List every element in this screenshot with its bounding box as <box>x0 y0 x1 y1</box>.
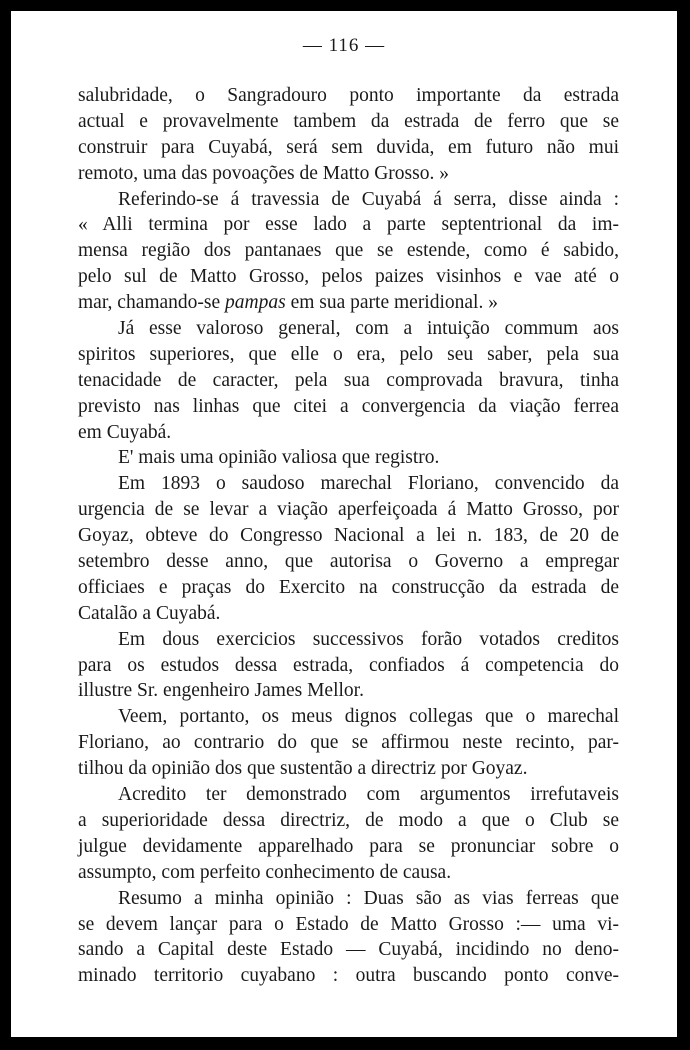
document-page <box>11 11 677 1037</box>
text-line: previsto nas linhas que citei a convergencia da viação ferrea <box>78 395 619 417</box>
text-line: em Cuyabá. <box>78 421 172 443</box>
text-line: Goyaz, obteve do Congresso Nacional a lei n. 183, de 20 de <box>78 525 619 547</box>
text-line: Já esse valoroso general, com a intuição commum aos <box>118 318 619 340</box>
text-line: Em 1893 o saudoso marechal Floriano, convencido da <box>118 473 619 495</box>
text-line: para os estudos dessa estrada, confiados á competencia do <box>78 654 619 676</box>
body-text <box>78 83 619 989</box>
text-line: tenacidade de caracter, pela sua comprovada bravura, tinha <box>78 369 619 391</box>
text-line: Floriano, ao contrario do que se affirmou neste recinto, par- <box>78 732 619 754</box>
text-line: E' mais uma opinião valiosa que registro. <box>118 447 440 469</box>
text-line: illustre Sr. engenheiro James Mellor. <box>78 680 364 702</box>
text-line: Referindo-se á travessia de Cuyabá á serra, disse ainda : <box>118 188 619 210</box>
italic-word: pampas <box>225 292 286 314</box>
text-line: mar, chamando-se pampas em sua parte meridional. » <box>78 292 498 314</box>
text-line: Resumo a minha opinião : Duas são as vias ferreas que <box>118 887 619 909</box>
text-line: « Alli termina por esse lado a parte septentrional da im- <box>78 214 619 236</box>
text-line: setembro desse anno, que autorisa o Governo a empregar <box>78 551 619 573</box>
text-line: a superioridade dessa directriz, de modo a que o Club se <box>78 809 619 831</box>
text-line: actual e provavelmente tambem da estrada de ferro que se <box>78 110 619 132</box>
text-line: tilhou da opinião dos que sustentão a directriz por Goyaz. <box>78 758 528 780</box>
text-line: Em dous exercicios successivos forão votados creditos <box>118 628 619 650</box>
text-line: se devem lançar para o Estado de Matto Grosso :— uma vi- <box>78 913 619 935</box>
text-line: pelo sul de Matto Grosso, pelos paizes visinhos e vae até o <box>78 266 619 288</box>
text-line: julgue devidamente apparelhado para se pronunciar sobre o <box>78 835 619 857</box>
text-line: Catalão a Cuyabá. <box>78 602 221 624</box>
text-line: mensa região dos pantanaes que se estende, como é sabido, <box>78 240 619 262</box>
text-line: officiaes e praças do Exercito na construcção da estrada de <box>78 576 619 598</box>
text-line: sando a Capital deste Estado — Cuyabá, incidindo no deno- <box>78 939 619 961</box>
text-line: construir para Cuyabá, será sem duvida, em futuro não mui <box>78 136 619 158</box>
text-line: minado territorio cuyabano : outra buscando ponto conve- <box>78 965 619 987</box>
text-line: assumpto, com perfeito conhecimento de causa. <box>78 861 452 883</box>
text-line: salubridade, o Sangradouro ponto importante da estrada <box>78 85 619 106</box>
text-line: Acredito ter demonstrado com argumentos irrefutaveis <box>118 784 619 806</box>
text-line: remoto, uma das povoações de Matto Grosso. » <box>78 162 449 184</box>
text-line: spiritos superiores, que elle o era, pelo seu saber, pela sua <box>78 343 619 365</box>
text-line: Veem, portanto, os meus dignos collegas que o marechal <box>118 706 619 728</box>
text-line: urgencia de se levar a viação aperfeiçoada á Matto Grosso, por <box>78 499 619 521</box>
page-number: — 116 — <box>302 35 386 56</box>
